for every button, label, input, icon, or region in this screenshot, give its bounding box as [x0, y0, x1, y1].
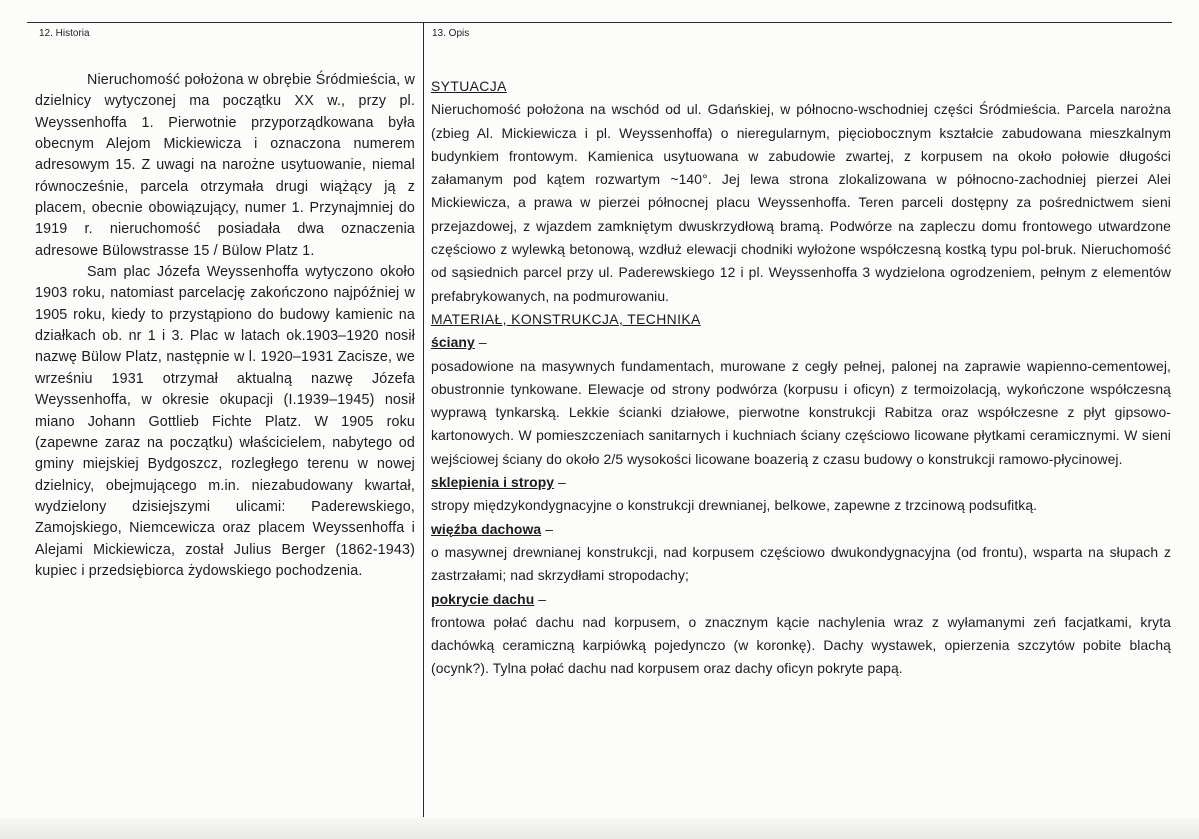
top-rule [27, 22, 1172, 23]
subsection-dash: – [541, 520, 554, 537]
subsection-heading-sciany [431, 331, 1171, 354]
subsection-title: ściany [431, 334, 475, 351]
sytuacja-heading: SYTUACJA [431, 78, 507, 94]
subsection-dash: – [554, 474, 566, 491]
page-bottom-shadow [0, 818, 1199, 839]
opis-column [431, 75, 1171, 681]
subsection-text-stropy: stropy międzykondygnacyjne o konstrukcji drewnianej, belkowe, zapewne z trzcinową podsufitką. [431, 497, 1038, 514]
subsection-text-sciany: posadowione na masywnych fundamentach, murowane z cegły pełnej, palonej na zaprawie wapienno-cementowej, obustronnie tynkowane. Elewacje od strony podwórza (korpusu i oficyn) z termoizolacją, wykończone współczesną wyprawą tynkarską. Lekkie ścianki działowe, pierwotne konstrukcji Rabitza oraz współczesne z płyt gipsowo-kartonowych. W pomieszczeniach sanitarnych i kuchniach ściany częściowo licowane płytkami ceramicznymi. W sieni wejściowej ściany do około 2/5 wysokości licowane boazerią z czasu budowy o konstrukcji ramowo-płycinowej. [431, 357, 1171, 467]
section-header-historia: 12. Historia [39, 28, 90, 39]
historia-paragraph: Sam plac Józefa Weyssenhoffa wytyczono około 1903 roku, natomiast parcelację zakończono najpóźniej w 1905 roku, kiedy to przystąpiono do budowy kamienic na działkach ob. nr 1 i 3. Plac w latach ok.1903–1920 nosił nazwę Bülow Platz, następnie w l. 1920–1931 Zacisze, we wrześniu 1931 otrzymał aktualną nazwę Józefa Weyssenhoffa, w okresie okupacji (I.1939–1945) nosił miano Johann Gottlieb Fichte Platz. W 1905 roku (zapewne zaraz na początku) właścicielem, nabytego od gminy miejskiej Bydgoszcz, rozległego terenu w nowej dzielnicy, obejmującego m.in. niezabudowany kwartał, wydzielony dzisiejszymi ulicami: Paderewskiego, Zamojskiego, Niemcewicza oraz placem Weyssenhoffa i Alejami Mickiewicza, został Julius Berger (1862-1943) kupiec i przedsiębiorca żydowskiego pochodzenia. [35, 264, 415, 579]
material-heading: MATERIAŁ, KONSTRUKCJA, TECHNIKA [431, 310, 701, 327]
subsection-title: pokrycie dachu [431, 590, 535, 607]
subsection-dash: – [474, 334, 487, 351]
column-divider [423, 22, 424, 817]
subsection-heading-stropy [431, 471, 1171, 494]
subsection-heading-pokrycie [431, 588, 1171, 611]
subsection-dash: – [534, 590, 547, 607]
subsection-title: więźba dachowa [431, 520, 542, 537]
historia-paragraph: Nieruchomość położona w obrębie Śródmieścia, w dzielnicy wytyczonej ma początku XX w., przy pl. Weyssenhoffa 1. Pierwotnie przyporządkowana była obecnym Alejom Mickiewicza i oznaczona numerem adresowym 15. Z uwagi na narożne usytuowanie, niemal równocześnie, parcela otrzymała drugi wiążący ją z placem, obecnie obowiązujący, numer 1. Przynajmniej do 1919 r. nieruchomość posiadała dwa oznaczenia adresowe Bülowstrasse 15 / Bülow Platz 1. [35, 72, 415, 259]
subsection-text-wiezba: o masywnej drewnianej konstrukcji, nad korpusem częściowo dwukondygnacyjna (od frontu), wsparta na słupach z zastrzałami; nad skrzydłami stropodachy; [431, 543, 1171, 584]
subsection-heading-wiezba [431, 518, 1171, 541]
section-header-opis: 13. Opis [432, 28, 470, 39]
subsection-text-pokrycie: frontowa połać dachu nad korpusem, o znacznym kącie nachylenia wraz z wyłamanymi zeń facjatkami, kryta dachówką ceramiczną karpiówką pojedynczo (w koronkę). Dachy wystawek, opierzenia szczytów pobite blachą (ocynk?). Tylna połać dachu nad korpusem oraz dachy oficyn pokryte papą. [431, 613, 1171, 677]
sytuacja-paragraph: Nieruchomość położona na wschód od ul. Gdańskiej, w północno-wschodniej części Śródmieścia. Parcela narożna (zbieg Al. Mickiewicza i pl. Weyssenhoffa) o nieregularnym, pięciobocznym kształcie zabudowana mieszkalnym budynkiem frontowym. Kamienica usytuowana w zabudowie zwartej, z korpusem na około połowie długości załamanym pod kątem rozwartym ~140°. Jej lewa strona zlokalizowana w północno-zachodniej pierzei Alei Mickiewicza, a prawa w pierzei północnej placu Weyssenhoffa. Teren parceli dostępny za pośrednictwem sieni przejazdowej, z wjazdem zamkniętym dwuskrzydłową bramą. Podwórze na zapleczu domu frontowego utwardzone częściowo z wylewką betonową, wzdłuż elewacji chodniki wyłożone współczesną kostką typu pol-bruk. Nieruchomość od sąsiednich parcel przy ul. Paderewskiego 12 i pl. Weyssenhoffa 3 wydzielona ogrodzeniem, pełnym z elementów prefabrykowanych, na podmurowaniu. [431, 101, 1171, 304]
subsection-title: sklepienia i stropy [431, 474, 555, 491]
historia-column [35, 70, 415, 582]
